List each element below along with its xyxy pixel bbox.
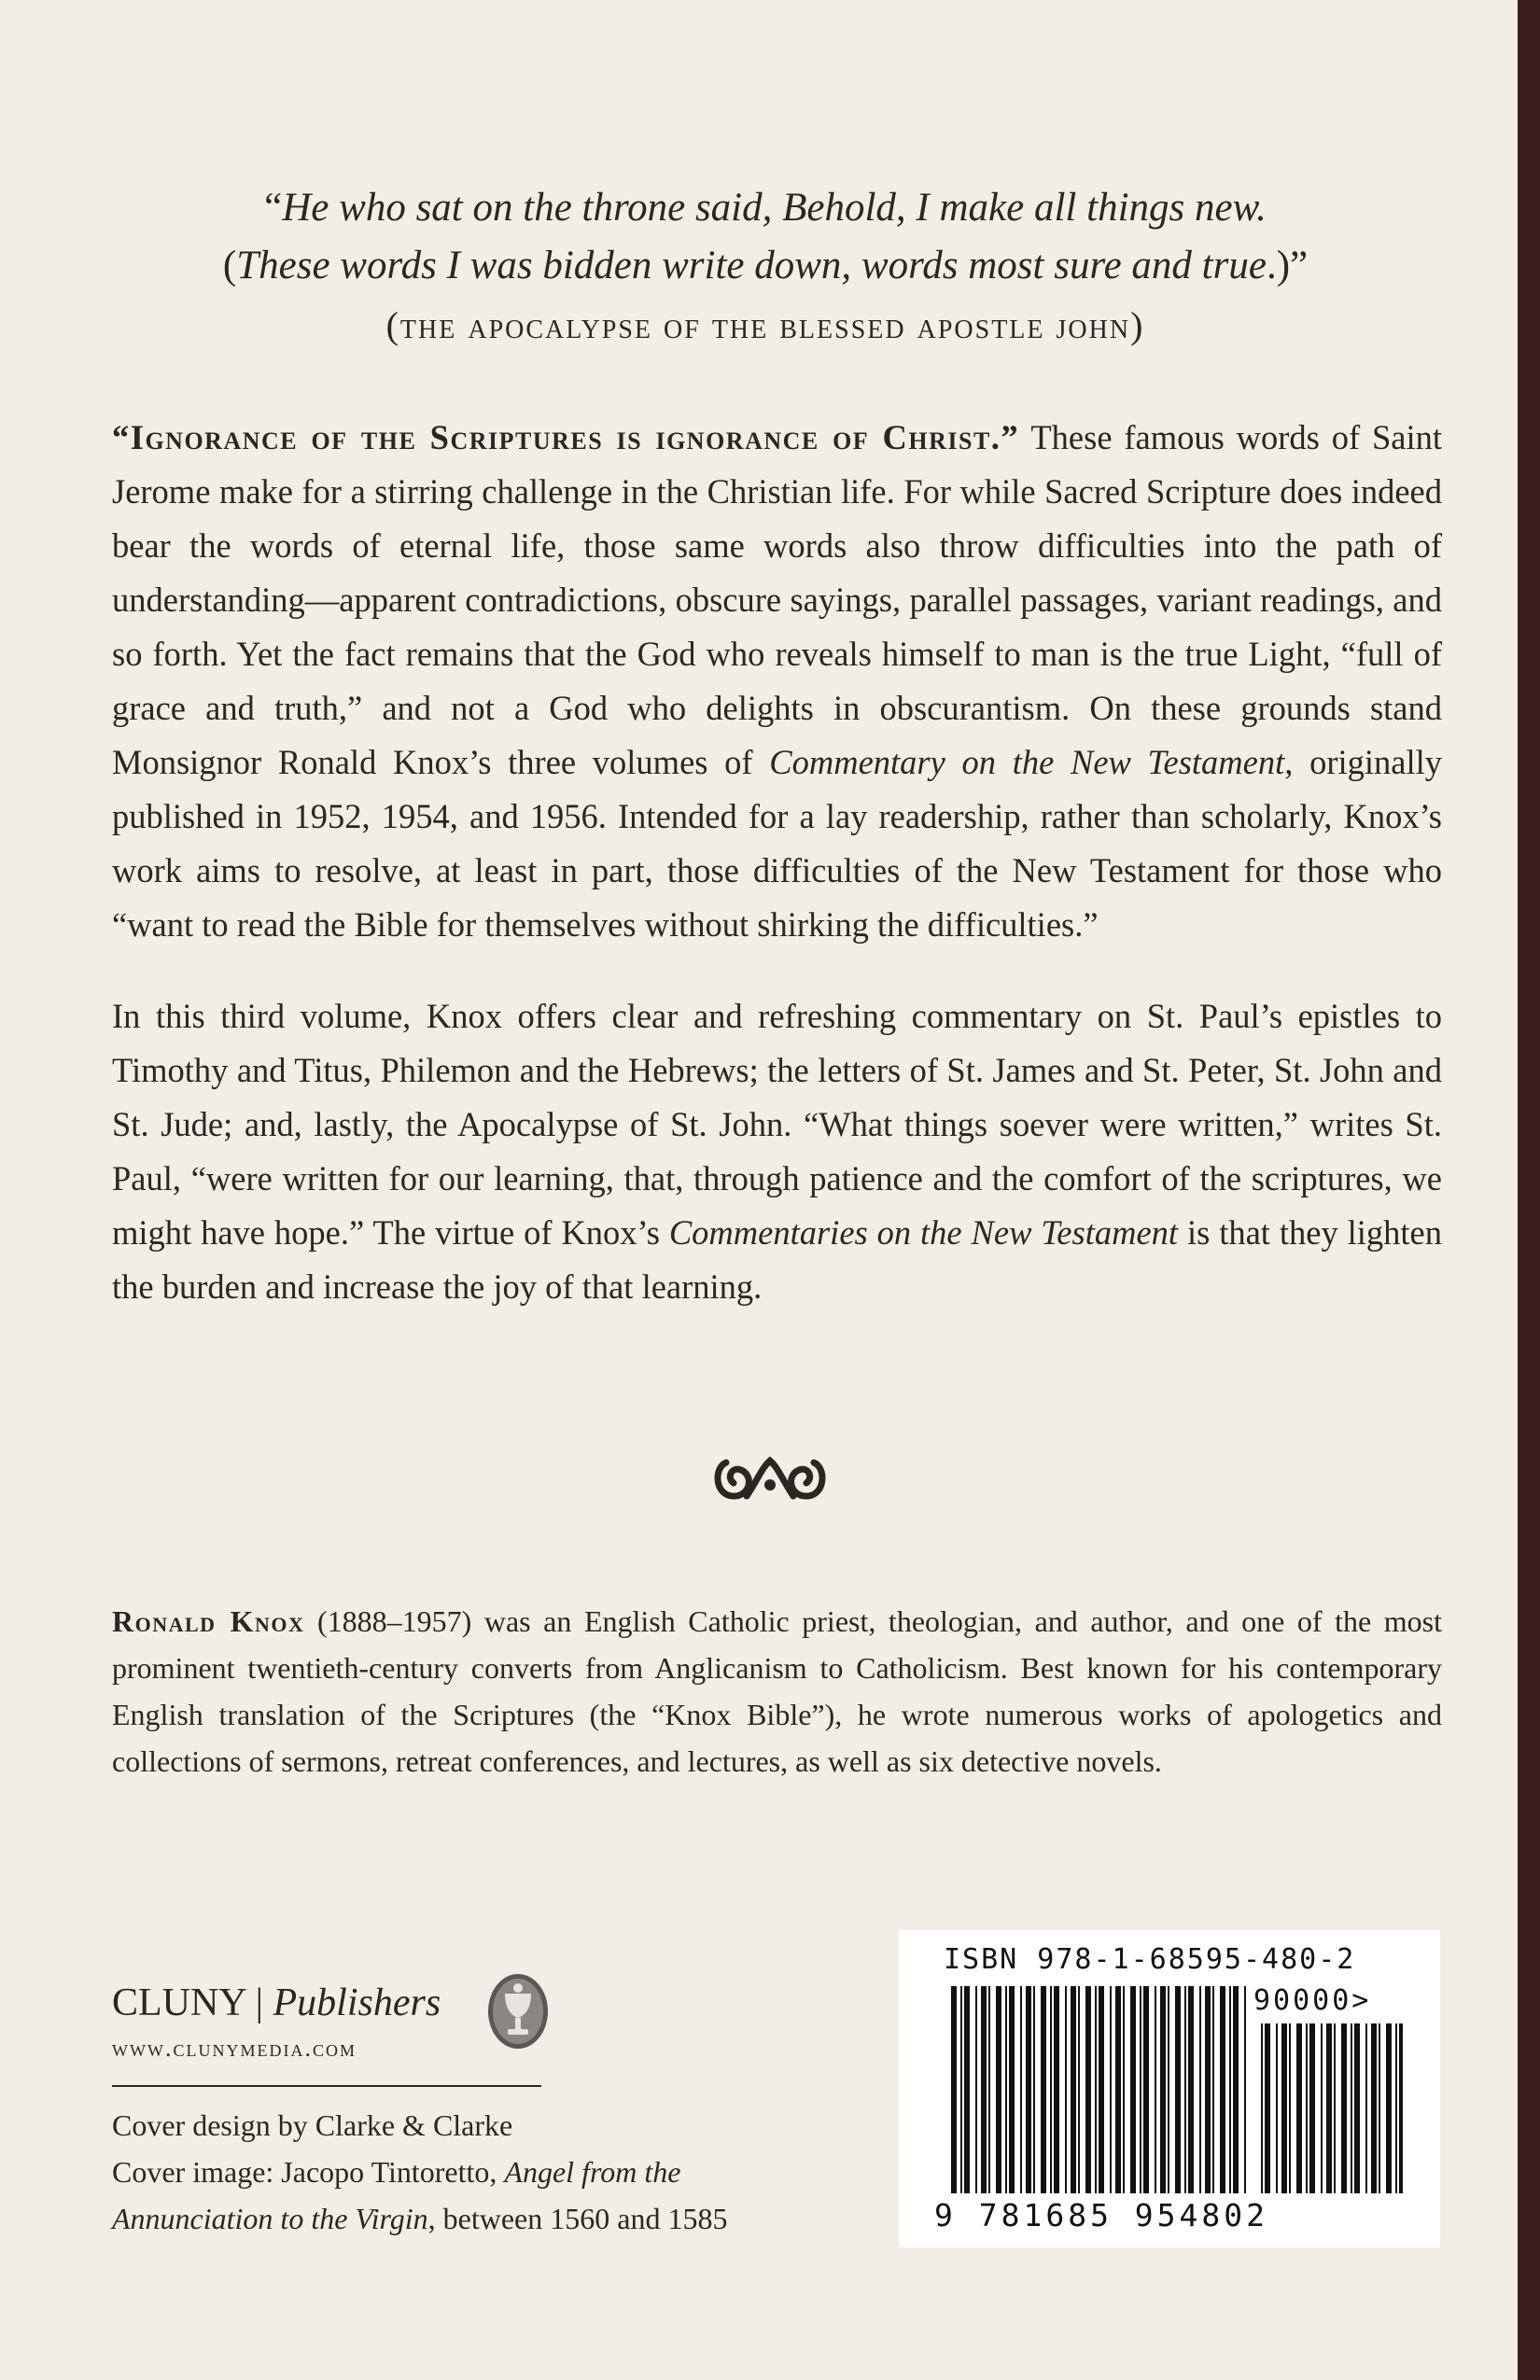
close-paren-quote: .)” xyxy=(1266,244,1309,287)
author-bio-text: (1888–1957) was an English Catholic priest, theologian, and author, and one of the most prominent twentieth-century converts from Anglicanism to Catholicism. Best known for his contemporary English translation of the Scriptures (the “Knox Bible”), he wrote numerous works of apologetics and collections of sermons, retreat conferences, and lectures, as well as six detective novels. xyxy=(112,1604,1442,1778)
barcode-bar xyxy=(1386,2023,1392,2193)
barcode-bar xyxy=(1041,1986,1046,2193)
price-code: 90000> xyxy=(1253,1984,1372,2017)
barcode-bar xyxy=(960,1986,962,2193)
epigraph-line-1 xyxy=(112,179,1419,237)
barcode-bar xyxy=(1326,2023,1332,2193)
book-title-commentaries: Commentaries on the New Testament xyxy=(668,1213,1179,1252)
barcode-bar xyxy=(1379,2023,1380,2193)
blurb-text-1a: These famous words of Saint Jerome make for a stirring challenge in the Christian life. For while Sacred Scripture does indeed bear the words of eternal life, those same words also throw difficulties into the path of understanding—apparent contradictions, obscure sayings, parallel passages, variant readings, and so forth. Yet the fact remains that the God who reveals himself to man is the true Light, “full of grace and truth,” and not a God who delights in obscurantism. On these grounds stand Monsignor Ronald Knox’s three volumes of xyxy=(112,418,1442,781)
barcode-bar xyxy=(1233,1986,1239,2193)
blurb xyxy=(112,411,1442,1351)
blurb-text-2a: In this third volume, Knox offers clear and refreshing commentary on St. Paul’s epistles to Timothy and Titus, Philemon and the Hebrews; the letters of St. James and St. Peter, St. John and St. Jude; and, lastly, the Apocalypse of St. John. “What things soever were written,” writes St. Paul, “were written for our learning, that, through patience and the comfort of the scriptures, we might have hope.” The virtue of Knox’s xyxy=(112,997,1442,1252)
barcode-bar xyxy=(1175,1986,1181,2193)
barcode-bar xyxy=(1276,2023,1278,2193)
publisher-name-main: CLUNY xyxy=(112,1981,246,2024)
barcode-bar xyxy=(1184,1986,1186,2193)
barcode-bar xyxy=(1289,2023,1291,2193)
barcode-bar xyxy=(1155,1986,1156,2193)
author-name: Ronald Knox xyxy=(112,1604,305,1638)
barcode-bar xyxy=(1110,1986,1112,2193)
barcode-bar xyxy=(1229,1986,1231,2193)
barcode-bar xyxy=(1020,1986,1022,2193)
book-title-commentary: Commentary on the New Testament xyxy=(769,743,1285,781)
barcode-bar xyxy=(1220,1986,1225,2193)
barcode-bar xyxy=(951,1986,957,2193)
barcode-bar xyxy=(1309,2023,1315,2193)
blurb-paragraph-1 xyxy=(112,411,1442,952)
epigraph-source: (the apocalypse of the blessed apostle john) xyxy=(385,304,1145,346)
barcode-bar xyxy=(1365,2023,1367,2193)
cover-credits xyxy=(112,2102,821,2242)
blurb-text-2b: is that they lighten the burden and increase the joy of that learning. xyxy=(112,1213,1442,1306)
barcode-bar xyxy=(1033,1986,1035,2193)
barcode-bar xyxy=(1351,2023,1352,2193)
painting-title: Angel from the Annunciation to the Virgin xyxy=(112,2155,681,2235)
barcode-bar xyxy=(1306,2023,1308,2193)
barcode-bar xyxy=(1026,1986,1031,2193)
barcode-bar xyxy=(988,1986,990,2193)
open-quote: “ xyxy=(264,186,283,230)
barcode-bar xyxy=(1395,2023,1397,2193)
publisher-block xyxy=(112,1977,541,2063)
blurb-paragraph-2 xyxy=(112,989,1442,1314)
barcode-bar xyxy=(1160,1986,1166,2193)
barcode-bar xyxy=(1261,2023,1263,2193)
publisher-name xyxy=(112,1977,541,2029)
jerome-quote: “Ignorance of the Scriptures is ignorance of Christ.” xyxy=(112,418,1020,456)
barcode-bar xyxy=(1140,1986,1141,2193)
isbn-barcode xyxy=(899,1930,1440,2247)
barcode-bar xyxy=(996,1986,1001,2193)
barcode-bar xyxy=(1054,1986,1059,2193)
fleuron-ornament-icon xyxy=(709,1442,831,1507)
barcode-bar xyxy=(1009,1986,1015,2193)
barcode-bar xyxy=(1078,1986,1080,2193)
barcode-bar xyxy=(1168,1986,1169,2193)
chalice-seal-icon xyxy=(481,1969,555,2053)
barcode-bar xyxy=(1205,1986,1211,2193)
barcode-bar xyxy=(981,1986,987,2193)
publisher-name-suffix: Publishers xyxy=(273,1981,441,2024)
barcode-bar xyxy=(1071,1986,1076,2193)
barcode-bar xyxy=(1188,1986,1194,2193)
cover-image-credit xyxy=(112,2149,821,2242)
barcode-bar xyxy=(1321,2023,1323,2193)
barcode-bar xyxy=(1212,1986,1214,2193)
cover-image-suffix: , between 1560 and 1585 xyxy=(427,2202,728,2235)
barcode-bar xyxy=(1050,1986,1052,2193)
ean-digits: 9 781685 954802 xyxy=(934,2197,1269,2233)
spine-edge xyxy=(1518,0,1540,2380)
barcode-bar xyxy=(1095,1986,1097,2193)
open-paren: ( xyxy=(222,244,237,287)
barcode-bar xyxy=(1115,1986,1121,2193)
barcode-bar xyxy=(1065,1986,1067,2193)
barcode-bar xyxy=(1281,2023,1287,2193)
barcode-bar xyxy=(1341,2023,1347,2193)
cover-design-credit: Cover design by Clarke & Clarke xyxy=(112,2108,513,2142)
barcode-bar xyxy=(1371,2023,1377,2193)
blurb-text-1b: , originally published in 1952, 1954, and 1956. Intended for a lay readership, rather than scholarly, Knox’s work aims to resolve, at least in part, those difficulties of the New Testament for those who “want to read the Bible for themselves without shirking the difficulties.” xyxy=(112,743,1442,944)
barcode-bar xyxy=(1244,1986,1246,2193)
barcode-bar xyxy=(1265,2023,1270,2193)
barcode-bar xyxy=(1123,1986,1125,2193)
barcode-bar xyxy=(975,1986,977,2193)
barcode-bar xyxy=(1099,1986,1104,2193)
barcode-bar xyxy=(1296,2023,1302,2193)
barcode-bar xyxy=(1199,1986,1201,2193)
isbn-label: ISBN 978-1-68595-480-2 xyxy=(944,1943,1356,1976)
barcode-bar xyxy=(1143,1986,1149,2193)
author-bio xyxy=(112,1598,1442,1785)
publisher-separator: | xyxy=(245,1981,273,2024)
barcode-bar xyxy=(1085,1986,1091,2193)
publisher-url: www.clunymedia.com xyxy=(112,2035,357,2062)
epigraph xyxy=(112,179,1419,355)
epigraph-text-1: He who sat on the throne said, Behold, I make all things new. xyxy=(282,186,1267,230)
cover-image-prefix: Cover image: Jacopo Tintoretto, xyxy=(112,2155,505,2189)
barcode-bar xyxy=(1005,1986,1007,2193)
barcode-bar xyxy=(1130,1986,1136,2193)
epigraph-text-2: These words I was bidden write down, words most sure and true xyxy=(236,244,1267,287)
barcode-bar xyxy=(1354,2023,1360,2193)
publisher-divider xyxy=(112,2085,541,2087)
epigraph-line-2 xyxy=(112,237,1419,295)
barcode-bar xyxy=(964,1986,970,2193)
barcode-bar xyxy=(1334,2023,1336,2193)
barcode-bar xyxy=(1399,2023,1403,2193)
